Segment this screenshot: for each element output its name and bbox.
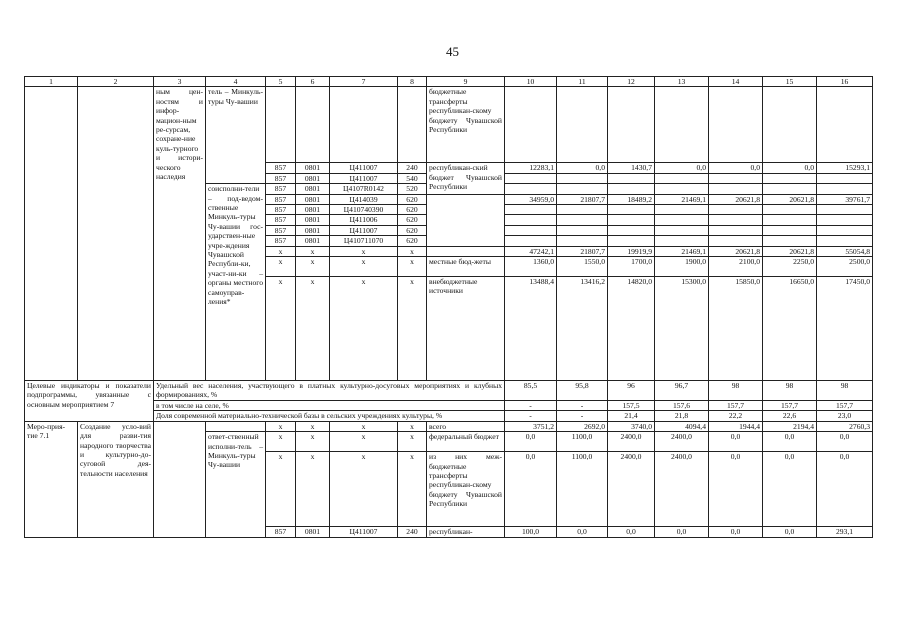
value-cell: - (505, 411, 557, 421)
value-cell: 0,0 (505, 432, 557, 452)
funding-source-cell: республикан-ский бюджет Чувашской Республики (427, 163, 505, 194)
value-cell: 15293,1 (817, 163, 873, 173)
value-cell: 157,5 (608, 400, 655, 410)
event-goal-cell: ным цен-ностям и инфор-мацион-ным ре-сурсам, сохране-ние куль-турного и истори-ческого наследия (154, 87, 206, 381)
code-cell: 857 (266, 225, 296, 235)
funding-source-cell: местные бюд-жеты (427, 257, 505, 277)
value-cell: 1360,0 (505, 257, 557, 277)
indicator-text: Удельный вес населения, участвующего в платных культурно-досуговых мероприятиях и клубных формированиях, % (154, 381, 505, 401)
funding-source-cell: бюджетные трансферты республикан-скому бюджету Чувашской Республики (427, 87, 505, 163)
value-cell: 2500,0 (817, 257, 873, 277)
header-cell: 2 (78, 77, 154, 87)
header-cell: 3 (154, 77, 206, 87)
code-cell: 620 (398, 205, 427, 215)
code-cell: x (330, 246, 398, 256)
value-cell: 21469,1 (655, 246, 709, 256)
value-cell: 2250,0 (763, 257, 817, 277)
funding-source-cell: из них меж-бюджетные трансферты республикан-скому бюджету Чувашской Республики (427, 452, 505, 527)
value-cell: 18489,2 (608, 194, 655, 204)
value-cell: 20621,8 (763, 246, 817, 256)
code-cell: 857 (266, 205, 296, 215)
value-cell: 2194,4 (763, 421, 817, 431)
code-cell: Ц410740390 (330, 205, 398, 215)
value-cell: 2760,3 (817, 421, 873, 431)
value-cell: 2100,0 (709, 257, 763, 277)
value-cell: 1700,0 (608, 257, 655, 277)
value-cell: 0,0 (709, 527, 763, 537)
code-cell: 857 (266, 527, 296, 537)
code-cell: 620 (398, 236, 427, 246)
header-cell: 15 (763, 77, 817, 87)
value-cell: 1944,4 (709, 421, 763, 431)
code-cell: x (398, 277, 427, 381)
indicator-row (25, 381, 873, 401)
responsible-cell: тель – Минкуль-туры Чу-вашии (206, 87, 266, 184)
value-cell: 85,5 (505, 381, 557, 401)
value-cell: 20621,8 (709, 246, 763, 256)
value-cell: 96 (608, 381, 655, 401)
value-cell: 96,7 (655, 381, 709, 401)
cell-empty (296, 87, 330, 163)
code-cell: x (296, 277, 330, 381)
code-cell: x (296, 421, 330, 431)
value-cell: 15850,0 (709, 277, 763, 381)
code-cell: Ц414039 (330, 194, 398, 204)
code-cell: 520 (398, 184, 427, 194)
value-cell: 0,0 (557, 163, 608, 173)
budget-table (24, 76, 873, 538)
co-executors-cell: соисполни-тели – под-ведом-ственные Минкуль-туры Чу-вашии гос-ударствен-ные учре-ждения Чувашской Республи-ки, участ-ни-ки – органы местного самоуправ-ления* (206, 184, 266, 381)
value-cell: 1430,7 (608, 163, 655, 173)
value-cell: 22,2 (709, 411, 763, 421)
value-cell: 2400,0 (655, 452, 709, 527)
value-cell: 1100,0 (557, 452, 608, 527)
header-cell: 7 (330, 77, 398, 87)
code-cell: Ц411007 (330, 163, 398, 173)
value-cell: - (557, 411, 608, 421)
code-cell: x (330, 421, 398, 431)
header-cell: 12 (608, 77, 655, 87)
code-cell: 540 (398, 173, 427, 183)
value-cell: 293,1 (817, 527, 873, 537)
code-cell: x (266, 277, 296, 381)
value-cell: 13416,2 (557, 277, 608, 381)
header-cell: 14 (709, 77, 763, 87)
code-cell: Ц4107R0142 (330, 184, 398, 194)
value-cell: 0,0 (557, 527, 608, 537)
code-cell: Ц411007 (330, 173, 398, 183)
cell-empty (427, 246, 505, 256)
value-cell: 0,0 (817, 452, 873, 527)
value-cell: 22,6 (763, 411, 817, 421)
code-cell: 240 (398, 163, 427, 173)
cell-empty (78, 87, 154, 381)
code-cell: 0801 (296, 194, 330, 204)
value-cell: 21807,7 (557, 194, 608, 204)
value-cell: 15300,0 (655, 277, 709, 381)
value-cell: 21,4 (608, 411, 655, 421)
code-cell: x (398, 257, 427, 277)
value-cell: 1900,0 (655, 257, 709, 277)
funding-source-cell: республикан- (427, 527, 505, 537)
value-cell: 0,0 (655, 163, 709, 173)
code-cell: 857 (266, 215, 296, 225)
code-cell: 857 (266, 236, 296, 246)
header-cell: 10 (505, 77, 557, 87)
cell-empty (427, 194, 505, 246)
value-cell: 0,0 (763, 452, 817, 527)
value-cell: 0,0 (763, 163, 817, 173)
cell-empty (398, 87, 427, 163)
value-cell: 0,0 (709, 163, 763, 173)
header-cell: 16 (817, 77, 873, 87)
value-cell: 157,7 (817, 400, 873, 410)
code-cell: Ц411006 (330, 215, 398, 225)
value-cell: 0,0 (655, 527, 709, 537)
value-cell: 39761,7 (817, 194, 873, 204)
value-cell: 17450,0 (817, 277, 873, 381)
code-cell: 0801 (296, 527, 330, 537)
header-cell: 9 (427, 77, 505, 87)
code-cell: 857 (266, 163, 296, 173)
code-cell: x (398, 421, 427, 431)
code-cell: x (266, 452, 296, 527)
code-cell: Ц411007 (330, 527, 398, 537)
table-row (25, 87, 873, 163)
value-cell: 1550,0 (557, 257, 608, 277)
code-cell: 0801 (296, 163, 330, 173)
code-cell: Ц411007 (330, 225, 398, 235)
value-cell: 0,0 (505, 452, 557, 527)
code-cell: 857 (266, 194, 296, 204)
cell-empty (330, 87, 398, 163)
code-cell: x (398, 452, 427, 527)
header-cell: 11 (557, 77, 608, 87)
value-cell: 98 (763, 381, 817, 401)
code-cell: Ц410711070 (330, 236, 398, 246)
value-cell: 2692,0 (557, 421, 608, 431)
value-cell: 100,0 (505, 527, 557, 537)
code-cell: 0801 (296, 205, 330, 215)
value-cell: 0,0 (763, 432, 817, 452)
code-cell: 857 (266, 184, 296, 194)
value-cell: 13488,4 (505, 277, 557, 381)
value-cell: 0,0 (709, 432, 763, 452)
funding-source-cell: федеральный бюджет (427, 432, 505, 452)
value-cell: 2400,0 (608, 432, 655, 452)
table-row (25, 421, 873, 431)
cell-empty (266, 87, 296, 163)
value-cell: 95,8 (557, 381, 608, 401)
header-cell: 8 (398, 77, 427, 87)
cell-empty (25, 87, 78, 381)
value-cell: 2400,0 (608, 452, 655, 527)
value-cell: 98 (709, 381, 763, 401)
code-cell: x (296, 432, 330, 452)
value-cell: 21,8 (655, 411, 709, 421)
code-cell: 620 (398, 225, 427, 235)
header-cell: 1 (25, 77, 78, 87)
value-cell: 16650,0 (763, 277, 817, 381)
value-cell: 0,0 (608, 527, 655, 537)
table-header-row (25, 77, 873, 87)
value-cell: 157,7 (709, 400, 763, 410)
value-cell: 0,0 (817, 432, 873, 452)
value-cell: 23,0 (817, 411, 873, 421)
indicator-text: Доля современной материально-технической базы в сельских учреждениях культуры, % (154, 411, 505, 421)
code-cell: 0801 (296, 236, 330, 246)
code-cell: x (330, 257, 398, 277)
value-cell: 47242,1 (505, 246, 557, 256)
value-cell: 98 (817, 381, 873, 401)
funding-source-cell: всего (427, 421, 505, 431)
code-cell: 857 (266, 173, 296, 183)
code-cell: x (266, 246, 296, 256)
header-cell: 4 (206, 77, 266, 87)
indicators-label: Целевые индикаторы и показатели подпрограммы, увязанные с основным мероприятием 7 (25, 381, 154, 422)
value-cell: - (557, 400, 608, 410)
value-cell: 2400,0 (655, 432, 709, 452)
code-cell: x (330, 432, 398, 452)
funding-source-cell: внебюджетные источники (427, 277, 505, 381)
code-cell: 0801 (296, 215, 330, 225)
value-cell: 157,7 (763, 400, 817, 410)
code-cell: x (296, 452, 330, 527)
code-cell: x (398, 246, 427, 256)
value-cell: 19919,9 (608, 246, 655, 256)
code-cell: 620 (398, 215, 427, 225)
value-cell: 0,0 (763, 527, 817, 537)
cell-empty (206, 421, 266, 431)
value-cell: 21469,1 (655, 194, 709, 204)
code-cell: 0801 (296, 225, 330, 235)
header-cell: 13 (655, 77, 709, 87)
value-cell: 3740,0 (608, 421, 655, 431)
code-cell: 0801 (296, 184, 330, 194)
code-cell: x (266, 432, 296, 452)
value-cell: 3751,2 (505, 421, 557, 431)
code-cell: x (398, 432, 427, 452)
value-cell: 20621,8 (763, 194, 817, 204)
code-cell: x (330, 452, 398, 527)
value-cell: 34959,0 (505, 194, 557, 204)
code-cell: x (266, 421, 296, 431)
header-cell: 5 (266, 77, 296, 87)
code-cell: 0801 (296, 173, 330, 183)
event-title-cell: Создание усло-вий для разви-тия народного творчества и культурно-до-суговой дея-тельности населения (78, 421, 154, 537)
header-cell: 6 (296, 77, 330, 87)
value-cell: 4094,4 (655, 421, 709, 431)
value-cell: 0,0 (709, 452, 763, 527)
code-cell: x (330, 277, 398, 381)
value-cell: 1100,0 (557, 432, 608, 452)
code-cell: x (266, 257, 296, 277)
value-cell: 55054,8 (817, 246, 873, 256)
value-cell: 157,6 (655, 400, 709, 410)
value-cell: 21807,7 (557, 246, 608, 256)
indicator-text: в том числе на селе, % (154, 400, 505, 410)
code-cell: x (296, 246, 330, 256)
value-cell: - (505, 400, 557, 410)
code-cell: 240 (398, 527, 427, 537)
page-number: 45 (446, 44, 459, 59)
responsible-cell: ответ-ственный исполни-тель – Минкуль-туры Чу-вашии (206, 432, 266, 537)
code-cell: x (296, 257, 330, 277)
code-cell: 620 (398, 194, 427, 204)
value-cell: 20621,8 (709, 194, 763, 204)
cell-empty (154, 421, 206, 537)
event-number-cell: Меро-прия-тие 7.1 (25, 421, 78, 537)
value-cell: 12283,1 (505, 163, 557, 173)
value-cell: 14820,0 (608, 277, 655, 381)
